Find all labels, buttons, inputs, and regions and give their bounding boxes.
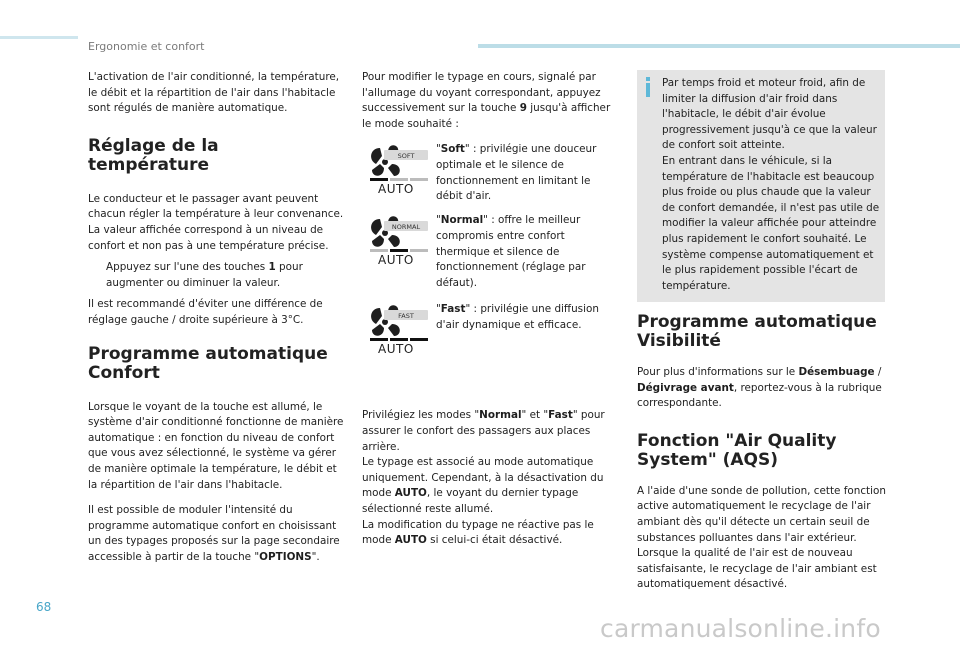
temp-paragraph-3: Il est recommandé d'éviter une différence de réglage gauche / droite supérieure à 3°C.	[88, 298, 323, 326]
badge-normal: NORMAL	[391, 223, 421, 232]
p3-a: Le typage est associé au mode automatique uniquement. Cependant, à la désactivation du mode	[362, 456, 604, 500]
options-key: OPTIONS	[259, 550, 312, 563]
typage-paragraph-2	[362, 408, 617, 455]
mode-soft-name: Soft	[440, 143, 465, 156]
vis-key-desembuage: Désembuage	[798, 366, 875, 378]
auto-label-fast: AUTO	[378, 342, 414, 357]
heading-auto-comfort: Programme automatique Confort	[88, 343, 328, 383]
heading-visibility: Programme automatique Visibilité	[637, 312, 877, 351]
p3-b: , le voyant du dernier typage sélectionné reste allumé.	[362, 487, 579, 515]
auto-p2-post: ".	[311, 550, 320, 563]
mode-fast-text: "Fast" : privilégie une diffusion d'air dynamique et efficace.	[436, 303, 599, 331]
vis-mid: /	[874, 366, 882, 378]
temp-bullet-text-pre: Appuyez sur l'une des touches	[106, 261, 269, 274]
visibility-paragraph	[637, 365, 887, 412]
p4-b: si celui-ci était désactivé.	[426, 534, 563, 547]
typage-intro-pre: Pour modifier le typage en cours, signalé par l'allumage du voyant correspondant, appuyez successivement sur la touche	[362, 71, 601, 115]
auto-p2-pre: Il est possible de moduler l'intensité du programme automatique confort en choisissant un des typages proposés sur la page secondaire accessible à partir de la touche "	[88, 504, 340, 563]
p4-auto: AUTO	[394, 534, 427, 547]
auto-label-normal: AUTO	[378, 253, 414, 268]
info-box	[637, 70, 885, 302]
auto-label-soft: AUTO	[378, 182, 414, 197]
temp-bullet-key: 1	[268, 261, 276, 274]
aqs-paragraph: A l'aide d'une sonde de pollution, cette fonction active automatiquement le recyclage de l'air ambiant dès qu'il détecte un certain seuil de substances polluantes dans l'air extérieur. Lorsque la qualité de l'air est de nouveau satisfaisante, le recyclage de l'air ambiant est automatiquement désactivé.	[637, 484, 886, 591]
info-text: Par temps froid et moteur froid, afin de limiter la diffusion d'air froid dans l'habitacle, le débit d'air évolue progressivement jusqu'à ce que la valeur de confort soit atteinte. En entrant dans le véhicule, si la température de l'habitacle est beaucoup plus froide ou plus chaude que la valeur de confort demandée, il n'est pas utile de modifier la valeur affichée pour atteindre plus rapidement le confort souhaité. Le système compense automatiquement et le plus rapidement possible l'écart de température.	[662, 77, 880, 292]
mode-fast-desc: : privilégie une diffusion d'air dynamique et efficace.	[436, 303, 599, 331]
p2-a: Privilégiez les modes "	[362, 409, 480, 422]
column-middle	[362, 70, 617, 549]
intro-paragraph: L'activation de l'air conditionné, la température, le débit et la répartition de l'air dans l'habitacle sont régulés de manière automatique.	[88, 71, 340, 115]
p2-normal: Normal	[479, 409, 522, 422]
badge-soft: SOFT	[397, 152, 415, 161]
heading-aqs: Fonction "Air Quality System" (AQS)	[637, 430, 837, 470]
mode-soft-desc: : privilégie une douceur optimale et le silence de fonctionnement en limitant le débit d'air.	[436, 143, 597, 203]
p4-a: La modification du typage ne réactive pas le mode	[362, 518, 594, 547]
typage-paragraph-3	[362, 455, 617, 517]
header-rule-right	[478, 44, 960, 48]
mode-normal-desc: : offre le meilleur compromis entre confort thermique et silence de fonctionnement (réglage par défaut).	[436, 214, 586, 289]
column-right	[637, 313, 887, 593]
info-icon	[645, 77, 651, 97]
typage-intro	[362, 70, 617, 132]
heading-temperature: Réglage de la température	[88, 135, 219, 175]
column-left	[88, 70, 344, 565]
vis-pre: Pour plus d'informations sur le	[637, 366, 799, 378]
section-title: Ergonomie et confort	[88, 40, 205, 53]
p2-c: " pour assurer le confort des passagers aux places arrière.	[362, 409, 605, 453]
typage-intro-post: jusqu'à afficher le mode souhaité :	[362, 102, 611, 130]
modes-list	[362, 132, 617, 364]
typage-paragraph-4	[362, 518, 617, 549]
mode-normal-text: "Normal" : offre le meilleur compromis entre confort thermique et silence de fonctionnement (réglage par défaut).	[436, 214, 586, 289]
key-9: 9	[519, 102, 527, 115]
auto-paragraph-1: Lorsque le voyant de la touche est allumé, le système d'air conditionné fonctionne de manière automatique : en fonction du niveau de confort que vous avez sélectionné, le système va gérer de manière optimale la température, le débit et la répartition de l'air dans l'habitacle.	[88, 400, 344, 491]
p3-auto: AUTO	[394, 487, 427, 500]
mode-fast-name: Fast	[440, 303, 466, 316]
p2-b: " et "	[521, 409, 549, 422]
mode-normal	[362, 213, 617, 303]
vis-key-degivrage: Dégivrage avant	[637, 381, 734, 394]
mode-fast	[362, 302, 617, 382]
badge-fast: FAST	[398, 312, 414, 321]
mode-normal-name: Normal	[440, 214, 484, 227]
header-rule-left	[0, 36, 78, 39]
watermark: carmanualsonline.info	[600, 614, 881, 643]
vis-post: , reportez-vous à la rubrique correspondante.	[637, 381, 882, 410]
temp-paragraph-2: La valeur affichée correspond à un niveau de confort et non pas à une température précise.	[88, 223, 329, 252]
mode-soft-text: "Soft" : privilégie une douceur optimale et le silence de fonctionnement en limitant le débit d'air.	[436, 143, 597, 203]
mode-soft	[362, 142, 617, 222]
p2-fast: Fast	[548, 409, 573, 422]
temp-bullet-text-post: pour augmenter ou diminuer la valeur.	[106, 261, 303, 289]
temp-bullet	[88, 260, 344, 291]
page-number: 68	[36, 600, 52, 614]
temp-paragraph-1: Le conducteur et le passager avant peuvent chacun régler la température à leur convenance.	[88, 192, 344, 221]
auto-paragraph-2	[88, 503, 344, 565]
